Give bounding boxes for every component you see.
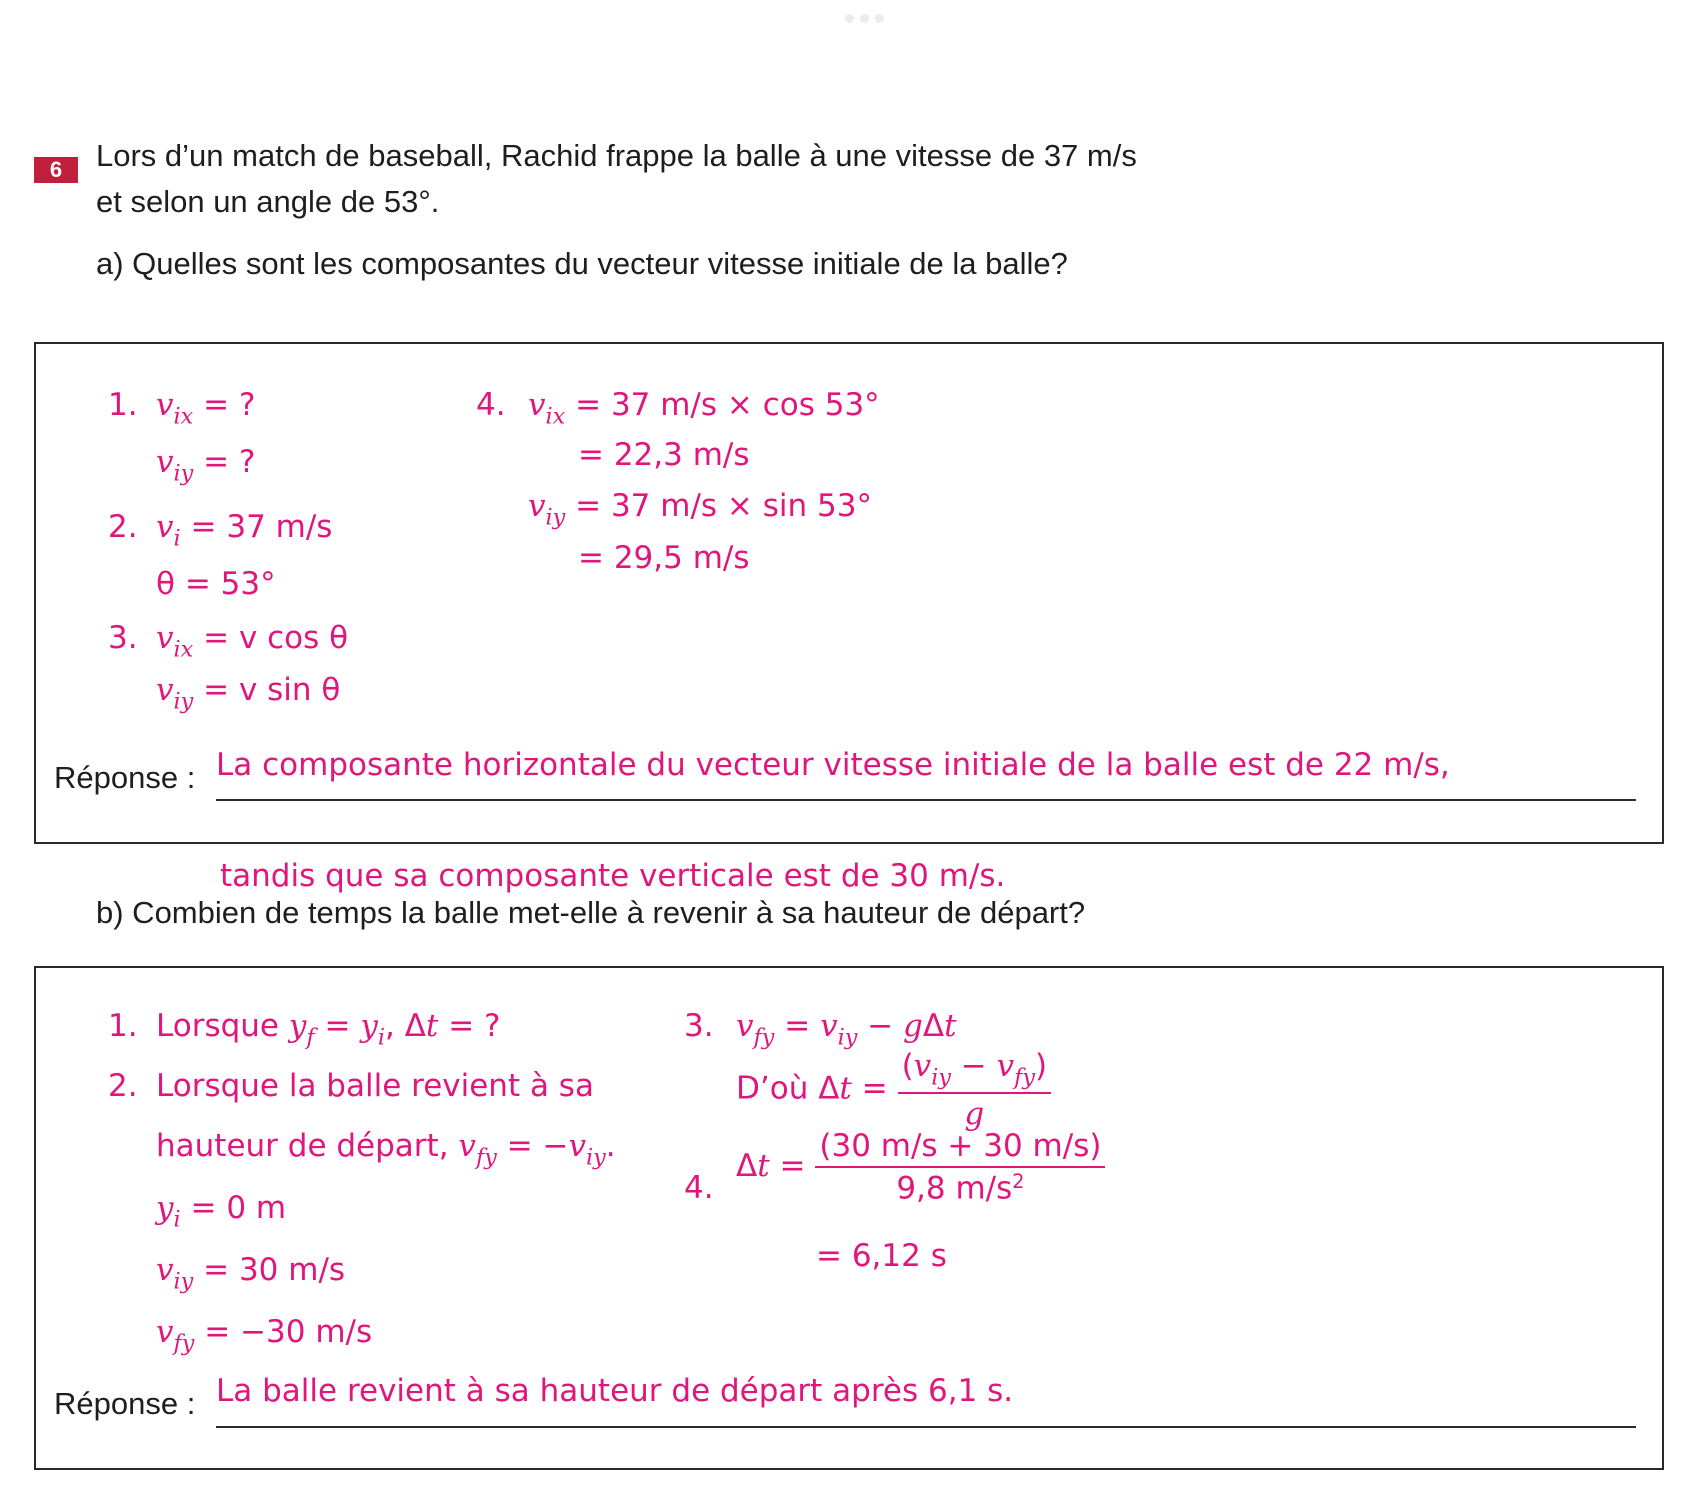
step-3-line-2: $v_{iy} = v$ sin θ xyxy=(156,672,341,715)
b-step-3-line-1: $v_{fy} = v_{iy} - g\Delta t$ xyxy=(736,1008,957,1051)
response-b-text: La balle revient à sa hauteur de départ après 6,1 s. xyxy=(216,1373,1014,1409)
step-2-line-2: θ = 53° xyxy=(156,566,276,602)
b-step-4-result: = 6,12 s xyxy=(816,1238,947,1274)
page-dot xyxy=(860,14,869,23)
page-dot xyxy=(845,14,854,23)
response-a-line-1: La composante horizontale du vecteur vitesse initiale de la balle est de 22 m/s, xyxy=(216,747,1450,783)
response-label-a: Réponse : xyxy=(54,760,196,795)
step-4-line-3: $v_{iy} = 37$ m/s × sin 53° xyxy=(528,488,872,531)
statement-line-1: Lors d’un match de baseball, Rachid frappe la balle à une vitesse de 37 m/s xyxy=(96,138,1137,173)
b-step-3-line-2: D’où Δt = $\frac{(v_{iy} - v_{fy})}{g}$ xyxy=(736,1048,1051,1132)
answer-box-a xyxy=(34,342,1664,844)
step-3-line-1: $v_{ix} = v$ cos θ xyxy=(156,620,349,663)
step-4-line-2: = 22,3 m/s xyxy=(578,437,750,473)
b-step-1-line: Lorsque $y_f = y_i$, Δt = ? xyxy=(156,1008,501,1051)
fraction-calculation: $\frac{(30 m/s + 30 m/s)}{9,8 m/s^2}$ xyxy=(815,1128,1105,1207)
b-viy-line: $v_{iy} = 30$ m/s xyxy=(156,1252,346,1295)
step-1-line-2: $v_{iy}$ = ? xyxy=(156,444,256,487)
b-step-2-label: 2. xyxy=(108,1068,138,1104)
question-b: b) Combien de temps la balle met-elle à revenir à sa hauteur de départ? xyxy=(96,895,1086,930)
fraction-delta-t: $\frac{(v_{iy} - v_{fy})}{g}$ xyxy=(898,1048,1052,1132)
step-4-line-1: $v_{ix} = 37$ m/s × cos 53° xyxy=(528,387,880,430)
page-dot xyxy=(875,14,884,23)
step-2-label: 2. xyxy=(108,509,138,545)
response-a-line-2: tandis que sa composante verticale est de 30 m/s. xyxy=(220,858,1006,894)
b-step-2-line-1: Lorsque la balle revient à sa xyxy=(156,1068,594,1104)
answer-box-b xyxy=(34,966,1664,1470)
statement-line-2: et selon un angle de 53°. xyxy=(96,184,440,219)
b-yi-line: $y_i = 0$ m xyxy=(156,1190,287,1233)
step-4-label: 4. xyxy=(476,387,506,423)
b-step-1-label: 1. xyxy=(108,1008,138,1044)
step-1-line-1: $v_{ix}$ = ? xyxy=(156,387,256,430)
b-vfy-line: $v_{fy} = -30$ m/s xyxy=(156,1314,373,1357)
step-1-label: 1. xyxy=(108,387,138,423)
b-step-2-line-2: hauteur de départ, $v_{fy} = -v_{iy}$. xyxy=(156,1128,616,1171)
b-step-3-label: 3. xyxy=(684,1008,714,1044)
step-3-label: 3. xyxy=(108,620,138,656)
b-step-4-label: 4. xyxy=(684,1170,714,1206)
b-step-4-line-1: Δt = $\frac{(30 m/s + 30 m/s)}{9,8 m/s^2}$ xyxy=(736,1128,1105,1207)
response-label-b: Réponse : xyxy=(54,1386,196,1421)
page-indicator xyxy=(845,14,884,23)
step-2-line-1: $v_i = 37$ m/s xyxy=(156,509,333,552)
question-a: a) Quelles sont les composantes du vecteur vitesse initiale de la balle? xyxy=(96,246,1068,281)
exercise-number-badge: 6 xyxy=(34,157,78,183)
response-line-a xyxy=(216,799,1636,801)
step-4-line-4: = 29,5 m/s xyxy=(578,540,750,576)
response-line-b xyxy=(216,1426,1636,1428)
